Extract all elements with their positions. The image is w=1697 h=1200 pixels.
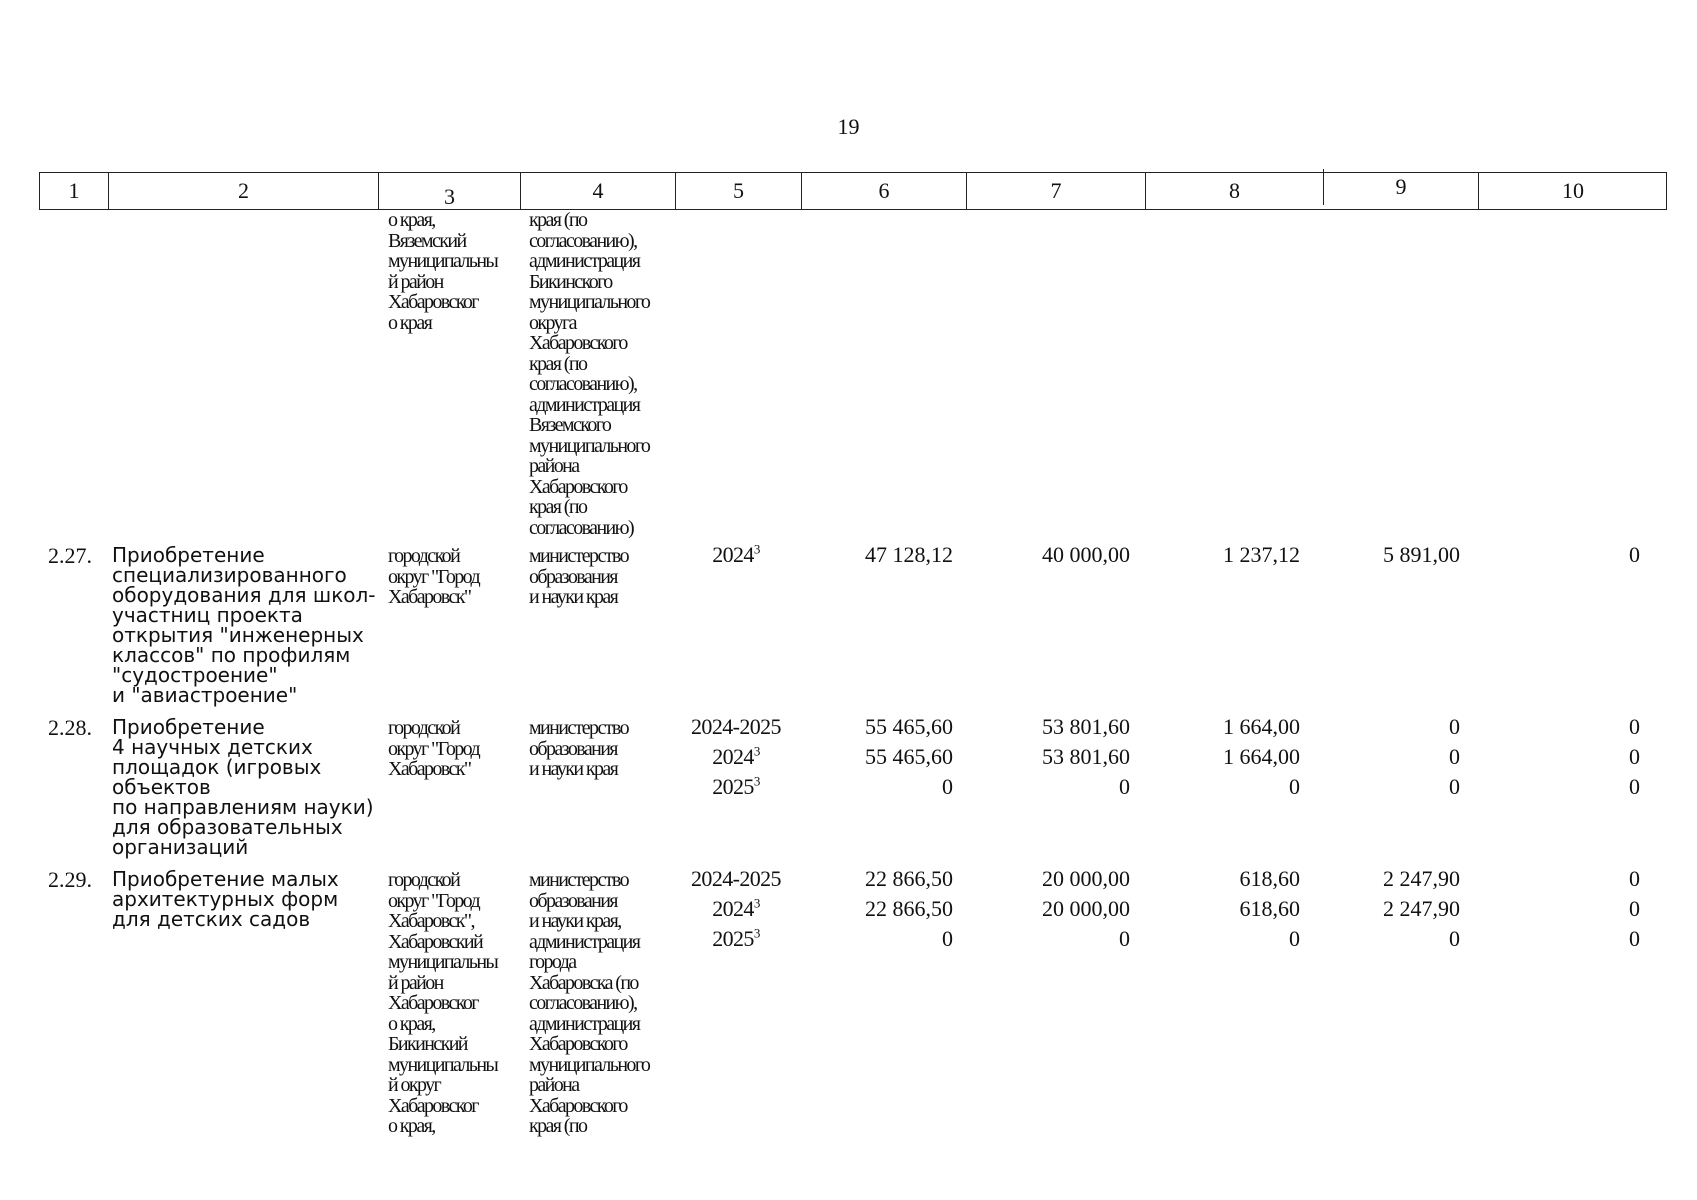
row-year: 2024$^3$: [712, 743, 760, 769]
row-executor: министерство образования и науки края, администрация города Хабаровска (по согласованию), администрация Хабаровского муниципального района Хабаровского края (по: [529, 869, 650, 1137]
row-federal: 53 801,60: [1042, 744, 1130, 769]
row-name: Приобретение малых архитектурных форм для детских садов: [112, 867, 339, 931]
row-local: 2 247,90: [1383, 866, 1460, 891]
header-col-10: 10: [1478, 173, 1667, 209]
row-federal: 53 801,60: [1042, 714, 1130, 739]
row-year: 2024-2025: [691, 866, 781, 891]
row-year: 2024$^3$: [712, 541, 760, 567]
row-other: 0: [1629, 926, 1640, 951]
row-total: 55 465,60: [865, 714, 953, 739]
row-total: 0: [942, 774, 953, 799]
row-total: 55 465,60: [865, 744, 953, 769]
row-executor: министерство образования и науки края: [529, 545, 628, 608]
row-total: 22 866,50: [865, 866, 953, 891]
row-total: 22 866,50: [865, 896, 953, 921]
row-name: Приобретение специализированного оборудования для школ- участниц проекта открытия "инженерных классов" по профилям "судостроение" и "авиастроение": [112, 543, 376, 707]
row-local: 0: [1449, 744, 1460, 769]
table-header-row: [39, 172, 1667, 210]
row-other: 0: [1629, 774, 1640, 799]
row-federal: 20 000,00: [1042, 896, 1130, 921]
continuation-col4-text: края (по согласованию), администрация Бикинского муниципального округа Хабаровского края (по согласованию), администрация Вяземского муниципального района Хабаровского края (по согласованию): [529, 209, 650, 539]
row-federal: 0: [1119, 926, 1130, 951]
row-year: 2025$^3$: [712, 925, 760, 951]
row-federal: 40 000,00: [1042, 542, 1130, 567]
row-index: 2.27.: [48, 543, 92, 568]
row-name: Приобретение 4 научных детских площадок (игровых объектов по направлениям науки) для образовательных организаций: [112, 715, 374, 859]
header-col-2: 2: [108, 173, 378, 209]
row-territory: городской округ "Город Хабаровск", Хабаровский муниципальны й район Хабаровског о края, Бикинский муниципальны й округ Хабаровског о края,: [388, 869, 498, 1137]
row-other: 0: [1629, 744, 1640, 769]
row-local: 5 891,00: [1383, 542, 1460, 567]
row-regional: 0: [1289, 926, 1300, 951]
header-col-1: 1: [68, 178, 80, 203]
row-regional: 618,60: [1239, 866, 1300, 891]
row-year: 2025$^3$: [712, 773, 760, 799]
row-regional: 1 664,00: [1223, 714, 1300, 739]
row-local: 0: [1449, 714, 1460, 739]
row-federal: 0: [1119, 774, 1130, 799]
row-total: 0: [942, 926, 953, 951]
row-local: 0: [1449, 926, 1460, 951]
row-index: 2.28.: [48, 715, 92, 740]
header-col-6: 6: [801, 173, 966, 209]
header-col-3: 3: [378, 173, 520, 209]
row-territory: городской округ "Город Хабаровск": [388, 717, 480, 780]
row-other: 0: [1629, 896, 1640, 921]
row-other: 0: [1629, 866, 1640, 891]
row-local: 2 247,90: [1383, 896, 1460, 921]
header-col-9: 9: [1323, 169, 1478, 205]
header-col-5: 5: [675, 173, 801, 209]
row-regional: 1 664,00: [1223, 744, 1300, 769]
row-federal: 20 000,00: [1042, 866, 1130, 891]
row-year: 2024-2025: [691, 714, 781, 739]
continuation-col3-text: о края, Вяземский муниципальны й район Хабаровског о края: [388, 209, 498, 334]
row-total: 47 128,12: [865, 542, 953, 567]
header-col-7: 7: [966, 173, 1145, 209]
row-executor: министерство образования и науки края: [529, 717, 628, 780]
row-regional: 618,60: [1239, 896, 1300, 921]
header-col-4: 4: [520, 173, 675, 209]
row-year: 2024$^3$: [712, 895, 760, 921]
header-col-8: 8: [1145, 173, 1323, 209]
row-local: 0: [1449, 774, 1460, 799]
row-regional: 0: [1289, 774, 1300, 799]
row-index: 2.29.: [48, 867, 92, 892]
page-number: 19: [837, 114, 860, 139]
row-other: 0: [1629, 714, 1640, 739]
row-territory: городской округ "Город Хабаровск": [388, 545, 480, 608]
row-other: 0: [1629, 542, 1640, 567]
row-regional: 1 237,12: [1223, 542, 1300, 567]
